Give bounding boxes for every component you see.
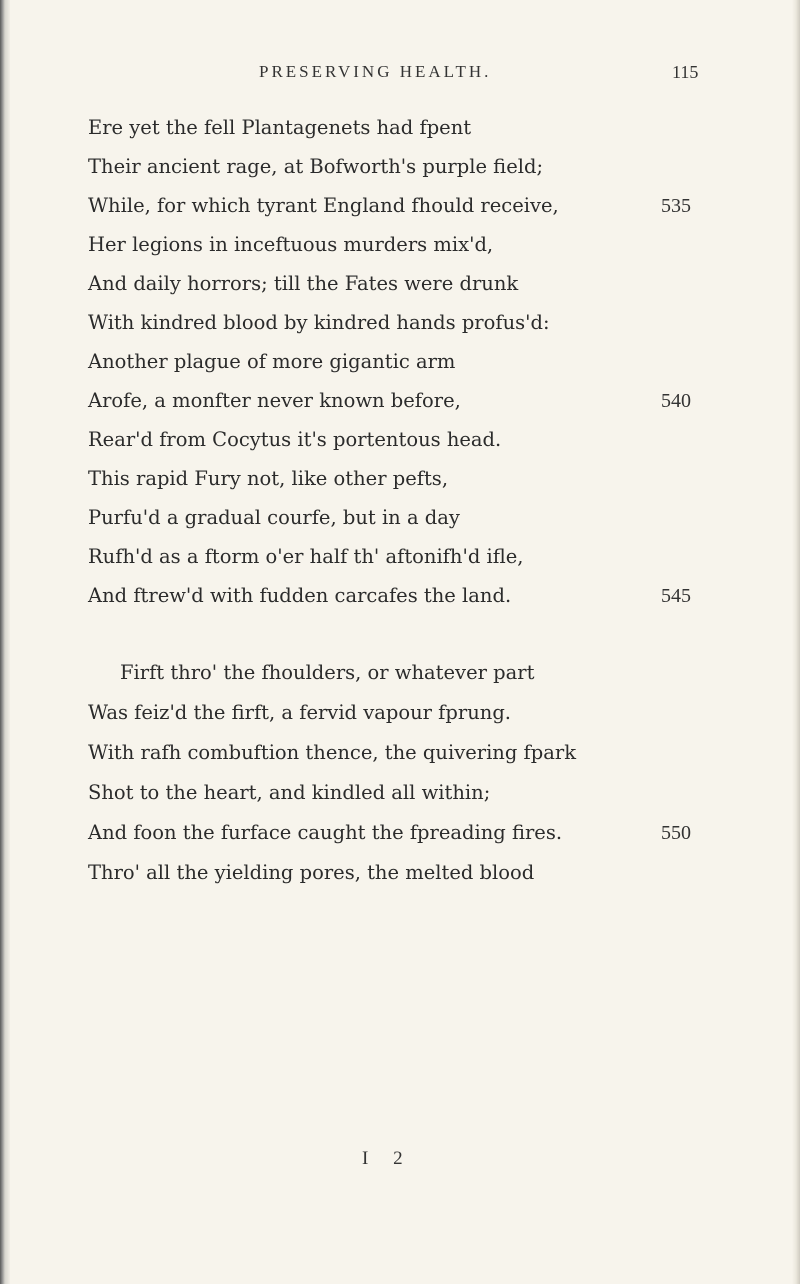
poem-line [0,814,800,852]
line-text: And daily horrors; till the Fates were drunk [88,272,519,295]
line-text: Ere yet the fell Plantagenets had fpent [88,116,472,139]
running-head: PRESERVING HEALTH. [259,62,492,81]
poem-line [0,343,800,381]
line-text: Shot to the heart, and kindled all within; [88,781,491,804]
line-text: Firft thro' the fhoulders, or whatever part [120,661,535,684]
poem-line [0,460,800,498]
poem-line [0,577,800,615]
poem-line [0,654,800,692]
line-number: 545 [661,585,691,607]
poem-line [0,187,800,225]
line-text: And foon the furface caught the fpreading fires. [88,821,563,844]
poem-line [0,226,800,264]
poem-line [0,382,800,420]
line-text: Arofe, a monfter never known before, [88,389,461,412]
line-text: Another plague of more gigantic arm [88,350,456,373]
line-text: Was feiz'd the firft, a fervid vapour fprung. [88,701,512,724]
line-text: Her legions in inceftuous murders mix'd, [88,233,494,256]
poem-line [0,265,800,303]
line-text: Thro' all the yielding pores, the melted blood [88,861,535,884]
poem-line [0,538,800,576]
line-text: Purfu'd a gradual courfe, but in a day [88,506,460,529]
line-text: Their ancient rage, at Bofworth's purple field; [88,155,544,178]
line-text: Rear'd from Cocytus it's portentous head. [88,428,502,451]
poem-line [0,734,800,772]
poem-line [0,109,800,147]
poem-line [0,499,800,537]
line-text: With kindred blood by kindred hands profus'd: [88,311,550,334]
line-number: 550 [661,822,691,844]
line-text: While, for which tyrant England fhould receive, [88,194,559,217]
poem-line [0,304,800,342]
line-number: 535 [661,195,691,217]
line-text: And ftrew'd with fudden carcafes the land. [88,584,512,607]
line-text: With rafh combuftion thence, the quivering fpark [88,741,577,764]
poem-line [0,694,800,732]
page-number: 115 [672,62,699,82]
signature-mark: I 2 [362,1148,413,1169]
poem-line [0,774,800,812]
poem-line [0,148,800,186]
line-text: Rufh'd as a ftorm o'er half th' aftonifh'd ifle, [88,545,524,568]
poem-line [0,854,800,892]
poem-line [0,421,800,459]
line-number: 540 [661,390,691,412]
line-text: This rapid Fury not, like other pefts, [88,467,449,490]
